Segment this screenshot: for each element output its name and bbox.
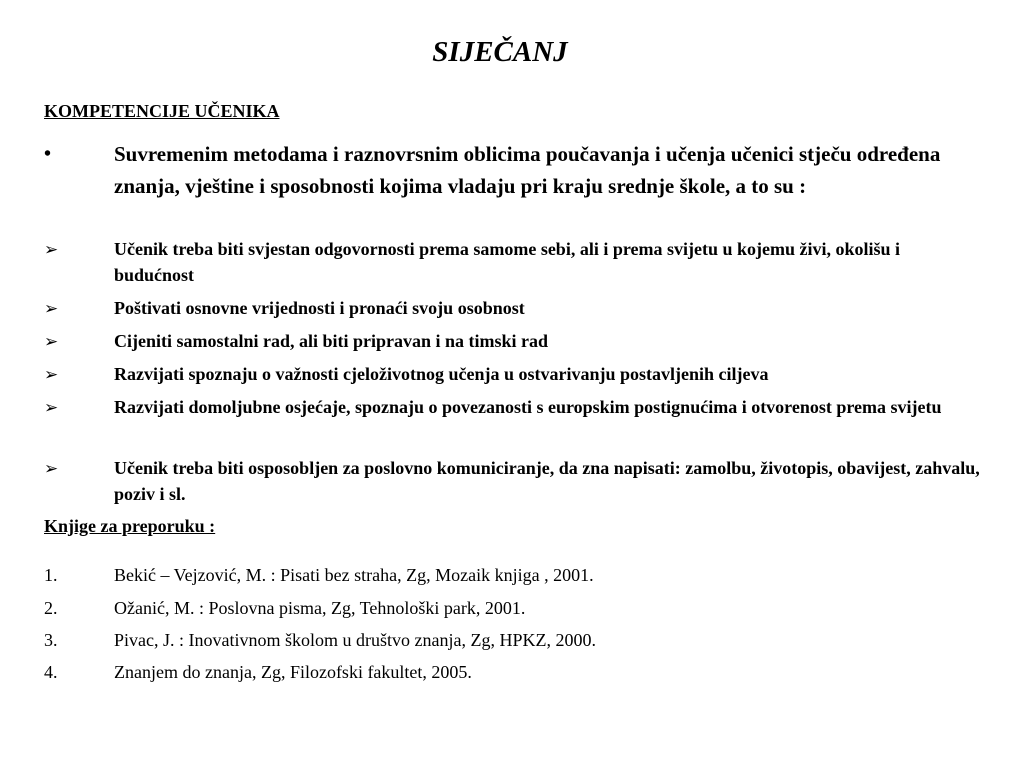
arrow-bullet-icon: ➢ (44, 240, 59, 259)
competency-text: Učenik treba biti svjestan odgovornosti prema samome sebi, ali i prema svijetu u kojemu živi, okolišu i budućnost (114, 239, 901, 285)
books-heading: Knjige za preporuku : (44, 516, 216, 536)
competency-text: Poštivati osnovne vrijednosti i pronaći svoju osobnost (114, 298, 525, 318)
book-number: 4. (44, 662, 58, 682)
competency-text: Učenik treba biti osposobljen za poslovno komuniciranje, da zna napisati: zamolbu, životopis, obavijest, zahvalu, poziv i sl. (114, 458, 980, 504)
competency-item (44, 295, 984, 321)
book-text: Ožanić, M. : Poslovna pisma, Zg, Tehnološki park, 2001. (114, 598, 526, 618)
arrow-bullet-icon: ➢ (44, 398, 59, 417)
slide-title: SIJEČANJ (432, 36, 568, 68)
competency-item (44, 236, 984, 288)
book-number: 3. (44, 630, 58, 650)
competencies-heading: KOMPETENCIJE UČENIKA (44, 101, 280, 121)
arrow-bullet-icon: ➢ (44, 332, 59, 351)
book-item (44, 595, 984, 621)
book-number: 2. (44, 598, 58, 618)
book-text: Pivac, J. : Inovativnom školom u društvo znanja, Zg, HPKZ, 2000. (114, 630, 596, 650)
book-item (44, 562, 984, 588)
book-text: Bekić – Vejzović, M. : Pisati bez straha, Zg, Mozaik knjiga , 2001. (114, 565, 594, 585)
intro-text: Suvremenim metodama i raznovrsnim oblicima poučavanja i učenja učenici stječu određena znanja, vještine i sposobnosti kojima vladaju pri kraju srednje škole, a to su : (114, 142, 941, 198)
bullet-icon: • (44, 143, 52, 165)
arrow-bullet-icon: ➢ (44, 365, 59, 384)
book-item (44, 627, 984, 653)
competency-text: Razvijati domoljubne osjećaje, spoznaju o povezanosti s europskim postignućima i otvorenost prema svijetu (114, 397, 942, 417)
competency-item (44, 455, 984, 507)
competency-item (44, 394, 984, 420)
book-number: 1. (44, 565, 58, 585)
intro-item (44, 138, 984, 202)
arrow-bullet-icon: ➢ (44, 299, 59, 318)
book-text: Znanjem do znanja, Zg, Filozofski fakultet, 2005. (114, 662, 472, 682)
competency-text: Cijeniti samostalni rad, ali biti pripravan i na timski rad (114, 331, 549, 351)
competency-item (44, 328, 984, 354)
arrow-bullet-icon: ➢ (44, 459, 59, 478)
book-item (44, 659, 984, 685)
competency-item (44, 361, 984, 387)
competency-text: Razvijati spoznaju o važnosti cjeloživotnog učenja u ostvarivanju postavljenih ciljeva (114, 364, 769, 384)
